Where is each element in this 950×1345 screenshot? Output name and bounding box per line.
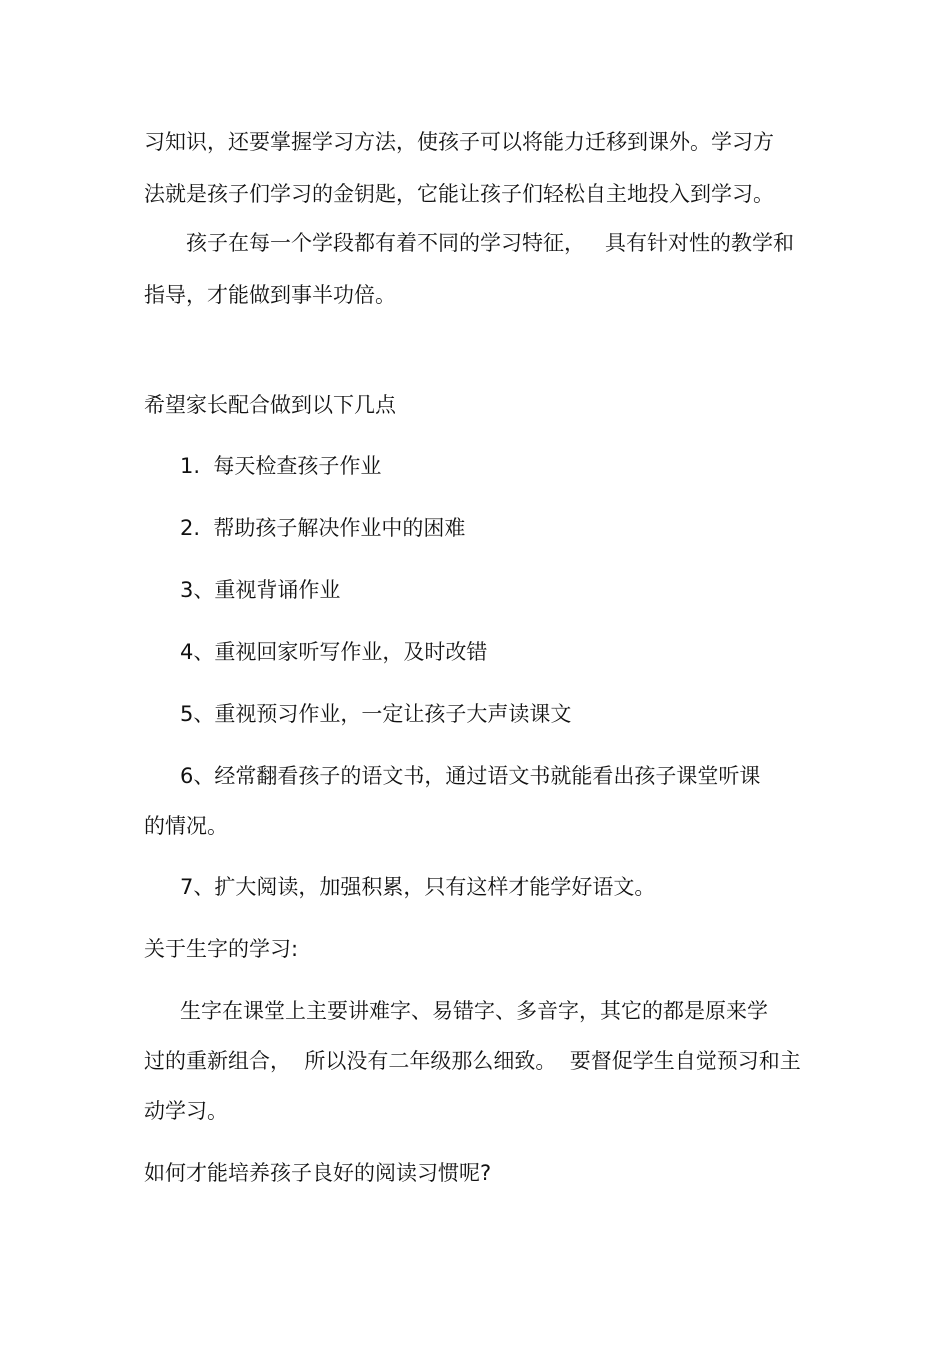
parent-section-heading: 希望家长配合做到以下几点 xyxy=(144,393,396,417)
paragraph-1-line-1: 习知识，还要掌握学习方法，使孩子可以将能力迁移到课外。学习方 xyxy=(144,130,774,154)
list-item: 5、重视预习作业，一定让孩子大声读课文 xyxy=(180,702,572,726)
list-item: 3、重视背诵作业 xyxy=(180,578,341,602)
paragraph-2-line-2: 指导，才能做到事半功倍。 xyxy=(144,283,396,307)
list-item-continuation: 的情况。 xyxy=(144,814,228,838)
new-words-line-1: 生字在课堂上主要讲难字、易错字、多音字，其它的都是原来学 xyxy=(180,999,768,1023)
list-item: 2. 帮助孩子解决作业中的困难 xyxy=(180,516,466,540)
list-item: 6、经常翻看孩子的语文书，通过语文书就能看出孩子课堂听课 xyxy=(180,764,761,788)
reading-section-heading: 如何才能培养孩子良好的阅读习惯呢? xyxy=(144,1161,492,1185)
paragraph-1-line-2: 法就是孩子们学习的金钥匙，它能让孩子们轻松自主地投入到学习。 xyxy=(144,182,774,206)
paragraph-2-line-1: 孩子在每一个学段都有着不同的学习特征， 具有针对性的教学和 xyxy=(186,231,795,255)
list-item: 7、扩大阅读，加强积累，只有这样才能学好语文。 xyxy=(180,875,656,899)
new-words-line-3: 动学习。 xyxy=(144,1099,228,1123)
list-item: 4、重视回家听写作业，及时改错 xyxy=(180,640,488,664)
list-item: 1. 每天检查孩子作业 xyxy=(180,454,382,478)
new-words-line-2: 过的重新组合， 所以没有二年级那么细致。 要督促学生自觉预习和主 xyxy=(144,1049,801,1073)
new-words-heading: 关于生字的学习: xyxy=(144,937,299,961)
